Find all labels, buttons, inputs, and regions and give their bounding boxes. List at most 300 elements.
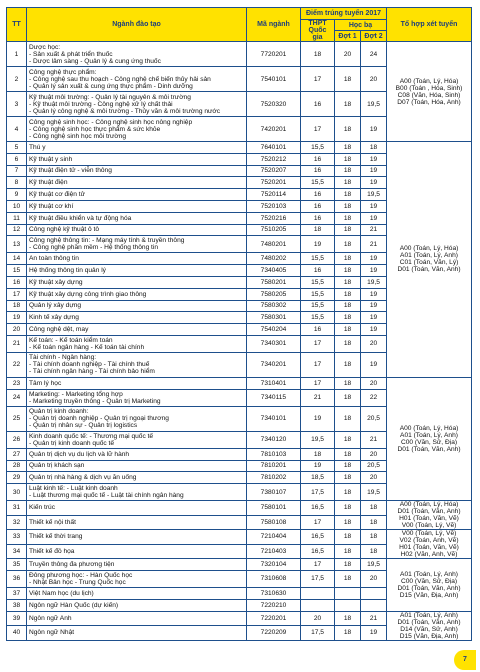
major-label: Kỹ thuật điện tử - viễn thông xyxy=(29,167,112,175)
combination-item: D01 (Toán, Văn, Anh) xyxy=(397,618,461,626)
row-number: 35 xyxy=(7,559,27,571)
combination-item: V02 (Toán, Anh, Vẽ) xyxy=(399,537,459,545)
score-hocba-dot2: 18 xyxy=(361,501,387,516)
combination-group xyxy=(387,501,472,530)
major-name xyxy=(27,472,247,484)
major-label: Công nghệ thông tin: - Mạng máy tính & truyền thông xyxy=(29,237,185,245)
table-row xyxy=(7,377,472,389)
score-thpt xyxy=(301,587,335,599)
score-thpt: 18 xyxy=(301,224,335,236)
score-thpt: 17 xyxy=(301,377,335,389)
combination-item: B00 (Toán , Hóa, Sinh) xyxy=(395,84,463,92)
combination-item: A01 (Toán, Lý, Anh) xyxy=(400,570,458,578)
specialization-line: - Kế toán ngân hàng - Kế toán tài chính xyxy=(29,343,145,351)
score-hocba-dot1: 18 xyxy=(335,472,361,484)
score-thpt: 17 xyxy=(301,352,335,377)
score-thpt: 16,5 xyxy=(301,501,335,516)
score-thpt: 18 xyxy=(301,448,335,460)
col-header-tt: TT xyxy=(7,8,27,42)
major-code: 7520216 xyxy=(247,212,301,224)
major-name xyxy=(27,212,247,224)
score-thpt: 17,5 xyxy=(301,626,335,641)
score-thpt: 19,5 xyxy=(301,431,335,448)
score-thpt: 19 xyxy=(301,406,335,431)
score-thpt: 16 xyxy=(301,189,335,201)
major-name xyxy=(27,288,247,300)
major-code: 7420201 xyxy=(247,117,301,142)
major-label: Ngôn ngữ Nhật xyxy=(29,629,75,637)
score-hocba-dot1: 18 xyxy=(335,165,361,177)
score-hocba-dot1: 18 xyxy=(335,460,361,472)
major-name xyxy=(27,544,247,559)
score-hocba-dot2: 20 xyxy=(361,570,387,587)
score-thpt: 19 xyxy=(301,460,335,472)
score-hocba-dot2: 18 xyxy=(361,530,387,545)
specialization-line: - Marketing truyền thông - Quản trị Marketing xyxy=(29,397,161,405)
major-label: Hệ thống thông tin quản lý xyxy=(29,267,106,275)
major-code: 7580201 xyxy=(247,276,301,288)
combination-item: C00 (Văn, Sử, Địa) xyxy=(400,439,458,447)
major-code: 7540101 xyxy=(247,67,301,92)
specialization-line: - Tài chính doanh nghiệp - Tài chính thuế xyxy=(29,361,150,369)
row-number: 5 xyxy=(7,142,27,154)
major-name xyxy=(27,92,247,117)
score-hocba-dot2: 20,5 xyxy=(361,460,387,472)
specialization-line: - Sản xuất & phát triển thuốc xyxy=(29,50,113,58)
major-code: 7520207 xyxy=(247,165,301,177)
row-number: 1 xyxy=(7,42,27,67)
score-hocba-dot1: 18 xyxy=(335,312,361,324)
score-hocba-dot1: 18 xyxy=(335,544,361,559)
combination-group xyxy=(387,142,472,378)
major-label: Thú y xyxy=(29,143,46,151)
major-name xyxy=(27,177,247,189)
score-hocba-dot2: 18 xyxy=(361,544,387,559)
major-name xyxy=(27,530,247,545)
score-hocba-dot1: 18 xyxy=(335,153,361,165)
combination-group xyxy=(387,377,472,500)
major-code: 7580101 xyxy=(247,501,301,516)
major-code: 7340301 xyxy=(247,335,301,352)
major-code: 7340115 xyxy=(247,389,301,406)
combination-item: D01 (Toán, Văn, Anh) xyxy=(397,266,461,274)
score-thpt: 17 xyxy=(301,559,335,571)
score-hocba-dot2: 19 xyxy=(361,300,387,312)
score-hocba-dot2: 19 xyxy=(361,265,387,277)
score-hocba-dot2 xyxy=(361,587,387,599)
major-code: 7310401 xyxy=(247,377,301,389)
row-number: 12 xyxy=(7,224,27,236)
combination-item: A01 (Toán, Lý, Anh) xyxy=(400,611,458,619)
score-hocba-dot1: 18 xyxy=(335,352,361,377)
major-label: Kế toán: - Kế toán kiểm toán xyxy=(29,336,113,344)
specialization-line: - Luật thương mại quốc tế - Luật tài chính ngân hàng xyxy=(29,492,184,500)
score-thpt: 16 xyxy=(301,212,335,224)
row-number: 19 xyxy=(7,312,27,324)
major-name xyxy=(27,611,247,626)
major-name xyxy=(27,431,247,448)
major-name xyxy=(27,165,247,177)
major-code: 7520320 xyxy=(247,92,301,117)
major-name xyxy=(27,153,247,165)
major-label: Kỹ thuật điện xyxy=(29,179,68,187)
page-number: 7 xyxy=(454,650,476,670)
major-label: Thiết kế đồ họa xyxy=(29,547,75,555)
score-hocba-dot1: 18 xyxy=(335,406,361,431)
score-hocba-dot1: 18 xyxy=(335,189,361,201)
score-hocba-dot2: 19,5 xyxy=(361,559,387,571)
row-number: 37 xyxy=(7,587,27,599)
major-label: Kỹ thuật cơ điện tử xyxy=(29,191,86,199)
score-hocba-dot2: 19 xyxy=(361,117,387,142)
row-number: 31 xyxy=(7,501,27,516)
major-name xyxy=(27,312,247,324)
score-hocba-dot1: 18 xyxy=(335,92,361,117)
major-name xyxy=(27,117,247,142)
major-label: Tài chính - Ngân hàng: xyxy=(29,354,97,362)
score-hocba-dot1: 18 xyxy=(335,67,361,92)
major-name xyxy=(27,236,247,253)
score-hocba-dot2: 19 xyxy=(361,324,387,336)
major-code: 7210404 xyxy=(247,530,301,545)
row-number: 25 xyxy=(7,406,27,431)
score-hocba-dot2: 19,5 xyxy=(361,484,387,501)
score-hocba-dot1: 18 xyxy=(335,265,361,277)
score-hocba-dot2: 20 xyxy=(361,448,387,460)
score-hocba-dot1: 18 xyxy=(335,177,361,189)
major-name xyxy=(27,324,247,336)
score-hocba-dot1: 18 xyxy=(335,236,361,253)
row-number: 10 xyxy=(7,200,27,212)
major-label: Ngôn ngữ Anh xyxy=(29,614,72,622)
col-header-dot1: Đợt 1 xyxy=(335,31,361,42)
row-number: 26 xyxy=(7,431,27,448)
major-name xyxy=(27,406,247,431)
combination-item: A00 (Toán, Lý, Hóa) xyxy=(399,77,459,85)
score-thpt: 16 xyxy=(301,92,335,117)
major-code: 7510205 xyxy=(247,224,301,236)
score-hocba-dot2: 19 xyxy=(361,253,387,265)
major-label: Kỹ thuật xây dựng xyxy=(29,278,83,286)
row-number: 40 xyxy=(7,626,27,641)
score-hocba-dot1: 18 xyxy=(335,288,361,300)
major-code: 7580302 xyxy=(247,300,301,312)
score-thpt: 19 xyxy=(301,236,335,253)
major-code: 7340101 xyxy=(247,406,301,431)
score-hocba-dot1: 18 xyxy=(335,611,361,626)
major-label: Truyền thông đa phương tiện xyxy=(29,561,115,569)
major-label: Quản trị khách sạn xyxy=(29,462,85,470)
major-name xyxy=(27,265,247,277)
major-code: 7580108 xyxy=(247,515,301,530)
specialization-line: - Quản lý sản xuất & cung ứng thực phẩm - Dinh dưỡng xyxy=(29,82,193,90)
score-hocba-dot1: 18 xyxy=(335,389,361,406)
major-name xyxy=(27,587,247,599)
col-header-major: Ngành đào tạo xyxy=(27,8,247,42)
major-label: Kỹ thuật môi trường: - Quản lý tài nguyên & môi trường xyxy=(29,93,191,101)
major-label: Marketing: - Marketing tổng hợp xyxy=(29,390,123,398)
row-number: 36 xyxy=(7,570,27,587)
score-thpt: 16 xyxy=(301,265,335,277)
score-hocba-dot1: 18 xyxy=(335,501,361,516)
major-code: 7720201 xyxy=(247,42,301,67)
major-label: Quản trị nhà hàng & dịch vụ ăn uống xyxy=(29,474,137,482)
score-hocba-dot2: 19 xyxy=(361,626,387,641)
major-name xyxy=(27,570,247,587)
major-label: Công nghệ thực phẩm: xyxy=(29,68,97,76)
score-hocba-dot2: 19 xyxy=(361,177,387,189)
row-number: 27 xyxy=(7,448,27,460)
major-label: Kiến trúc xyxy=(29,504,56,512)
score-hocba-dot1: 18 xyxy=(335,431,361,448)
major-label: Việt Nam học (du lịch) xyxy=(29,589,94,597)
specialization-line: - Quản trị doanh nghiệp - Quản trị ngoại thương xyxy=(29,415,169,423)
specialization-line: - Quản trị nhân sự - Quản trị logistics xyxy=(29,422,138,430)
row-number: 38 xyxy=(7,599,27,611)
col-header-code: Mã ngành xyxy=(247,8,301,42)
combination-item: D01 (Toán, Văn, Anh) xyxy=(397,508,461,516)
combination-item: D15 (Văn, Địa, Anh) xyxy=(399,591,459,599)
score-hocba-dot2: 21 xyxy=(361,224,387,236)
combination-item: A00 (Toán, Lý, Hóa) xyxy=(399,425,459,433)
score-hocba-dot2: 19 xyxy=(361,212,387,224)
major-name xyxy=(27,300,247,312)
score-hocba-dot2: 19,5 xyxy=(361,92,387,117)
row-number: 13 xyxy=(7,236,27,253)
major-name xyxy=(27,484,247,501)
major-code: 7520201 xyxy=(247,177,301,189)
combination-group xyxy=(387,611,472,640)
score-thpt: 17 xyxy=(301,67,335,92)
score-thpt: 15,5 xyxy=(301,177,335,189)
row-number: 21 xyxy=(7,335,27,352)
score-hocba-dot2: 19,5 xyxy=(361,189,387,201)
score-hocba-dot2: 19 xyxy=(361,312,387,324)
score-hocba-dot1: 18 xyxy=(335,335,361,352)
row-number: 20 xyxy=(7,324,27,336)
score-hocba-dot1: 18 xyxy=(335,515,361,530)
score-hocba-dot2: 19 xyxy=(361,352,387,377)
score-hocba-dot1: 20 xyxy=(335,42,361,67)
table-row xyxy=(7,611,472,626)
col-header-hocba: Học bạ xyxy=(335,20,387,31)
col-header-thpt: THPT Quốc gia xyxy=(301,20,335,42)
score-thpt: 18 xyxy=(301,42,335,67)
score-hocba-dot1: 18 xyxy=(335,212,361,224)
score-hocba-dot1 xyxy=(335,587,361,599)
major-name xyxy=(27,352,247,377)
table-row xyxy=(7,559,472,571)
score-thpt: 18,5 xyxy=(301,472,335,484)
major-code: 7320104 xyxy=(247,559,301,571)
row-number: 8 xyxy=(7,177,27,189)
major-code: 7520114 xyxy=(247,189,301,201)
major-label: Tâm lý học xyxy=(29,379,62,387)
major-code: 7810202 xyxy=(247,472,301,484)
combination-item: C08 (Văn, Hóa, Sinh) xyxy=(397,91,461,99)
major-code: 7580205 xyxy=(247,288,301,300)
major-name xyxy=(27,599,247,611)
score-hocba-dot1: 18 xyxy=(335,626,361,641)
row-number: 3 xyxy=(7,92,27,117)
major-name xyxy=(27,626,247,641)
score-hocba-dot2: 18 xyxy=(361,515,387,530)
major-code: 7580301 xyxy=(247,312,301,324)
score-hocba-dot1: 18 xyxy=(335,253,361,265)
score-hocba-dot1 xyxy=(335,599,361,611)
major-label: Kinh doanh quốc tế: - Thương mại quốc tế xyxy=(29,432,154,440)
major-code: 7220210 xyxy=(247,599,301,611)
major-name xyxy=(27,142,247,154)
score-hocba-dot2: 19 xyxy=(361,165,387,177)
row-number: 28 xyxy=(7,460,27,472)
major-label: Kỹ thuật điều khiển và tự động hóa xyxy=(29,214,132,222)
row-number: 32 xyxy=(7,515,27,530)
major-name xyxy=(27,253,247,265)
score-thpt: 15,5 xyxy=(301,288,335,300)
combination-item: A00 (Toán, Lý, Hóa) xyxy=(399,245,459,253)
combination-item: D14 (Văn, Sử, Anh) xyxy=(400,625,458,633)
admission-score-table xyxy=(6,7,472,641)
major-code: 7310630 xyxy=(247,587,301,599)
score-hocba-dot1: 18 xyxy=(335,276,361,288)
major-name xyxy=(27,559,247,571)
combination-group xyxy=(387,42,472,142)
combination-group xyxy=(387,559,472,611)
major-label: Kỹ thuật xây dựng công trình giao thông xyxy=(29,290,147,298)
combination-item: C00 (Văn, Sử, Địa) xyxy=(400,577,458,585)
major-code: 7220209 xyxy=(247,626,301,641)
major-code: 7520212 xyxy=(247,153,301,165)
major-label: Ngôn ngữ Hàn Quốc (dự kiến) xyxy=(29,601,119,609)
score-hocba-dot1: 18 xyxy=(335,377,361,389)
major-label: An toàn thông tin xyxy=(29,255,79,263)
score-hocba-dot2: 20 xyxy=(361,67,387,92)
major-code: 7340201 xyxy=(247,352,301,377)
row-number: 30 xyxy=(7,484,27,501)
score-hocba-dot1: 18 xyxy=(335,300,361,312)
specialization-line: - Nhật Bản học - Trung Quốc học xyxy=(29,578,126,586)
score-hocba-dot1: 18 xyxy=(335,559,361,571)
major-label: Công nghệ dệt, may xyxy=(29,326,89,334)
major-label: Quản lý xây dựng xyxy=(29,302,82,310)
row-number: 24 xyxy=(7,389,27,406)
score-hocba-dot1: 18 xyxy=(335,484,361,501)
score-hocba-dot2: 24 xyxy=(361,42,387,67)
combination-item: C01 (Toán, Văn, Lý) xyxy=(399,259,459,267)
table-row xyxy=(7,142,472,154)
combination-item: D07 (Toán, Hóa, Anh) xyxy=(397,98,461,106)
major-name xyxy=(27,276,247,288)
major-label: Kinh tế xây dựng xyxy=(29,314,79,322)
specialization-line: - Công nghệ sau thu hoạch - Công nghệ chế biến thủy hải sản xyxy=(29,75,211,83)
row-number: 6 xyxy=(7,153,27,165)
major-code: 7480201 xyxy=(247,236,301,253)
score-thpt: 16 xyxy=(301,153,335,165)
major-label: Quản trị dịch vụ du lịch và lữ hành xyxy=(29,450,130,458)
table-body xyxy=(7,42,472,641)
score-hocba-dot2: 19 xyxy=(361,200,387,212)
major-label: Quản trị kinh doanh: xyxy=(29,408,89,416)
row-number: 4 xyxy=(7,117,27,142)
row-number: 34 xyxy=(7,544,27,559)
combination-item: A01 (Toán, Lý, Anh) xyxy=(400,432,458,440)
major-name xyxy=(27,42,247,67)
row-number: 9 xyxy=(7,189,27,201)
row-number: 29 xyxy=(7,472,27,484)
specialization-line: - Kỹ thuật môi trường - Công nghệ xử lý chất thải xyxy=(29,100,173,108)
score-hocba-dot2: 22 xyxy=(361,389,387,406)
major-name xyxy=(27,448,247,460)
score-hocba-dot1: 18 xyxy=(335,324,361,336)
score-thpt: 17 xyxy=(301,117,335,142)
major-label: Công nghệ sinh học: - Công nghệ sinh học nông nghiệp xyxy=(29,118,193,126)
major-code: 7310608 xyxy=(247,570,301,587)
combination-item: H02 (Văn, Anh, Vẽ) xyxy=(400,551,458,559)
combination-item: H01 (Toán, Văn, Vẽ) xyxy=(399,544,459,552)
major-code: 7220201 xyxy=(247,611,301,626)
row-number: 2 xyxy=(7,67,27,92)
major-name xyxy=(27,377,247,389)
major-label: Dược học: xyxy=(29,43,61,51)
specialization-line: - Công nghệ phần mềm - Hệ thống thông tin xyxy=(29,244,159,252)
col-header-dot2: Đợt 2 xyxy=(361,31,387,42)
major-label: Luật kinh tế: - Luật kinh doanh xyxy=(29,485,118,493)
specialization-line: - Quản lý công nghệ & môi trường - Thủy văn & môi trường nước xyxy=(29,107,221,115)
score-thpt xyxy=(301,599,335,611)
score-hocba-dot2: 21 xyxy=(361,236,387,253)
score-hocba-dot2: 21 xyxy=(361,431,387,448)
score-hocba-dot2: 19,5 xyxy=(361,276,387,288)
major-name xyxy=(27,501,247,516)
score-hocba-dot1: 18 xyxy=(335,117,361,142)
combination-item: V00 (Toán, Lý, Vẽ) xyxy=(401,530,457,538)
score-thpt: 16 xyxy=(301,200,335,212)
major-code: 7480202 xyxy=(247,253,301,265)
score-hocba-dot2: 20 xyxy=(361,377,387,389)
major-code: 7340405 xyxy=(247,265,301,277)
major-label: Công nghệ kỹ thuật ô tô xyxy=(29,226,100,234)
major-name xyxy=(27,224,247,236)
major-name xyxy=(27,189,247,201)
score-hocba-dot1: 18 xyxy=(335,200,361,212)
score-thpt: 16,5 xyxy=(301,530,335,545)
score-thpt: 17,5 xyxy=(301,484,335,501)
major-label: Kỹ thuật cơ khí xyxy=(29,202,74,210)
specialization-line: - Công nghệ sinh học môi trường xyxy=(29,132,127,140)
row-number: 18 xyxy=(7,300,27,312)
major-code: 7810201 xyxy=(247,460,301,472)
specialization-line: - Công nghệ sinh học thực phẩm & sức khỏe xyxy=(29,125,161,133)
score-thpt: 17 xyxy=(301,335,335,352)
major-label: Thiết kế nội thất xyxy=(29,518,76,526)
score-thpt: 15,5 xyxy=(301,312,335,324)
score-thpt: 15,5 xyxy=(301,276,335,288)
score-hocba-dot2: 19 xyxy=(361,288,387,300)
row-number: 7 xyxy=(7,165,27,177)
score-hocba-dot2: 18 xyxy=(361,142,387,154)
major-name xyxy=(27,335,247,352)
combination-group xyxy=(387,530,472,559)
major-name xyxy=(27,200,247,212)
combination-item: D01 (Toán, Văn, Anh) xyxy=(397,446,461,454)
score-thpt: 17,5 xyxy=(301,570,335,587)
score-hocba-dot1: 18 xyxy=(335,224,361,236)
major-label: Thiết kế thời trang xyxy=(29,533,83,541)
major-label: Đông phương học: - Hàn Quốc học xyxy=(29,571,133,579)
row-number: 23 xyxy=(7,377,27,389)
score-thpt: 20 xyxy=(301,611,335,626)
